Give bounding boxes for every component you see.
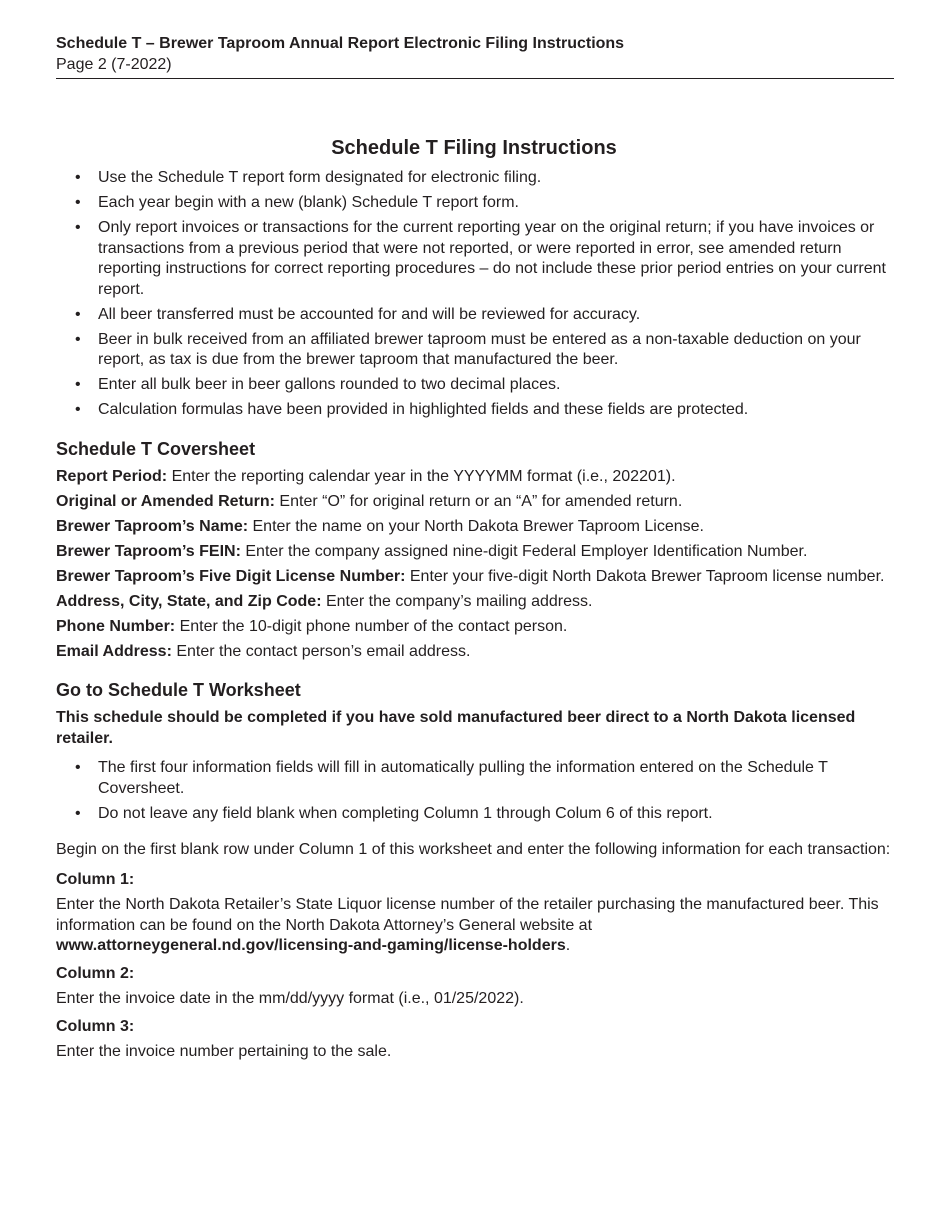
license-holders-link[interactable]: www.attorneygeneral.nd.gov/licensing-and-gaming/license-holders [56,937,566,954]
field-label: Address, City, State, and Zip Code: [56,592,322,610]
page-header [56,33,894,79]
column-3-text: Enter the invoice number pertaining to the sale. [56,1043,392,1060]
coversheet-fields [56,467,892,663]
list-item: • Each year begin with a new (blank) Schedule T report form. [56,193,892,214]
filing-instructions-title: Schedule T Filing Instructions [331,137,617,159]
worksheet-list [56,758,892,824]
field-label: Original or Amended Return: [56,492,275,510]
field-text: Enter the 10-digit phone number of the contact person. [175,617,568,635]
column-1-text [56,895,892,957]
list-item: • The first four information fields will fill in automatically pulling the information entered on the Schedule T Coversheet. [56,758,892,799]
list-item: • Do not leave any field blank when completing Column 1 through Colum 6 of this report. [56,804,892,825]
field-label: Phone Number: [56,617,176,635]
column-1-end: . [565,937,571,954]
worksheet-begin: Begin on the first blank row under Column 1 of this worksheet and enter the following information for each transaction: [56,841,891,858]
field-label: Brewer Taproom’s Five Digit License Number: [56,567,406,585]
page-content [56,135,892,1067]
column-1-label: Column 1: [56,870,135,888]
column-3-label: Column 3: [56,1017,135,1035]
field-text: Enter “O” for original return or an “A” for amended return. [274,492,683,510]
coversheet-field [56,592,892,613]
list-item: • Only report invoices or transactions for the current reporting year on the original return; if you have invoices or transactions from a previous period that were not reported, or were reported in error, see amended return reporting instructions for correct reporting procedures – do not include these prior period entries on your current report. [56,218,892,300]
coversheet-field [56,492,892,513]
list-item: • All beer transferred must be accounted for and will be reviewed for accuracy. [56,305,892,326]
field-text: Enter the company assigned nine-digit Federal Employer Identification Number. [240,542,808,560]
coversheet-title: Schedule T Coversheet [56,438,256,459]
coversheet-field [56,642,892,663]
list-item: • Enter all bulk beer in beer gallons rounded to two decimal places. [56,375,892,396]
header-page-number: Page 2 (7-2022) [56,56,172,73]
list-item: • Use the Schedule T report form designated for electronic filing. [56,168,892,189]
filing-instructions-list [56,168,892,421]
field-text: Enter the name on your North Dakota Brewer Taproom License. [248,517,704,535]
column-1-body: Enter the North Dakota Retailer’s State Liquor license number of the retailer purchasing the manufactured beer. This information can be found on the North Dakota Attorney’s General website at [56,896,879,934]
coversheet-field [56,617,892,638]
list-item: • Calculation formulas have been provided in highlighted fields and these fields are protected. [56,400,892,421]
field-text: Enter the company’s mailing address. [321,592,593,610]
field-label: Email Address: [56,642,172,660]
header-title: Schedule T – Brewer Taproom Annual Report Electronic Filing Instructions [56,35,625,52]
field-text: Enter the reporting calendar year in the YYYYMM format (i.e., 202201). [167,467,676,485]
coversheet-field [56,542,892,563]
column-2-label: Column 2: [56,964,135,982]
list-item: • Beer in bulk received from an affiliated brewer taproom must be entered as a non-taxable deduction on your report, as tax is due from the brewer taproom that manufactured the beer. [56,330,892,371]
coversheet-field [56,517,892,538]
field-label: Brewer Taproom’s FEIN: [56,542,241,560]
coversheet-field [56,467,892,488]
column-2-text: Enter the invoice date in the mm/dd/yyyy format (i.e., 01/25/2022). [56,990,524,1007]
field-text: Enter your five-digit North Dakota Brewer Taproom license number. [405,567,885,585]
worksheet-title: Go to Schedule T Worksheet [56,680,301,700]
field-label: Report Period: [56,467,168,485]
field-label: Brewer Taproom’s Name: [56,517,249,535]
worksheet-intro: This schedule should be completed if you have sold manufactured beer direct to a North Dakota licensed retailer. [56,709,856,747]
coversheet-field [56,567,892,588]
field-text: Enter the contact person’s email address. [171,642,471,660]
